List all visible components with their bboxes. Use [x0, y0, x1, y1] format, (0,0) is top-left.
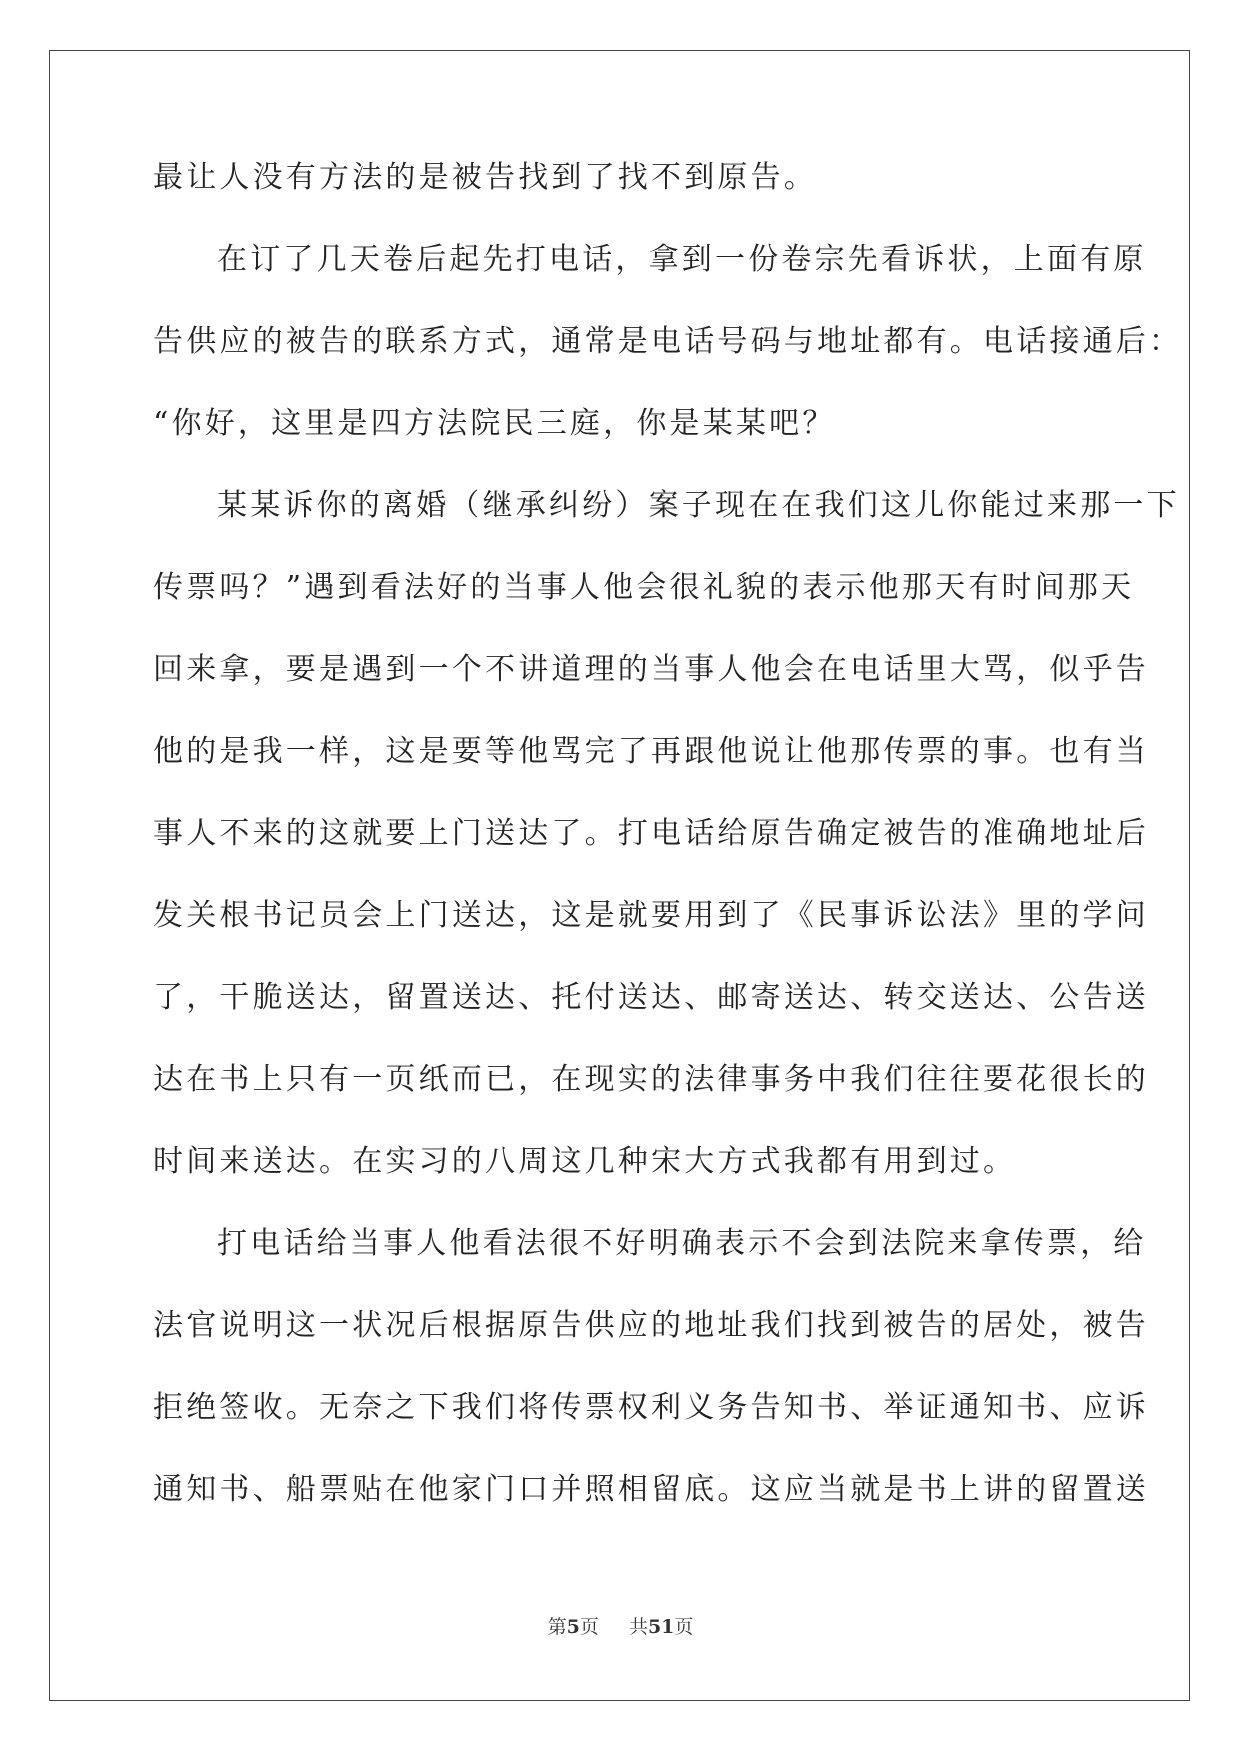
text-line-3: 告供应的被告的联系方式，通常是电话号码与地址都有。电话接通后： [153, 324, 1183, 359]
page-number: 5 [566, 1616, 580, 1638]
text-line-14: 打电话给当事人他看法很不好明确表示不会到法院来拿传票，给 [217, 1226, 1147, 1261]
text-line-11: 了，干脆送达，留置送达、托付送达、邮寄送达、转交送达、公告送 [153, 980, 1149, 1015]
text-line-15: 法官说明这一状况后根据原告供应的地址我们找到被告的居处，被告 [153, 1308, 1149, 1343]
text-line-8: 他的是我一样，这是要等他骂完了再跟他说让他那传票的事。也有当 [153, 734, 1149, 769]
text-line-17: 通知书、船票贴在他家门口并照相留底。这应当就是书上讲的留置送 [153, 1472, 1149, 1507]
total-suffix: 页 [674, 1616, 694, 1638]
page-suffix: 页 [579, 1616, 599, 1638]
total-prefix: 共 [628, 1616, 648, 1638]
text-line-12: 达在书上只有一页纸而已，在现实的法律事务中我们往往要花很长的 [153, 1062, 1149, 1097]
text-line-7: 回来拿，要是遇到一个不讲道理的当事人他会在电话里大骂，似乎告 [153, 652, 1149, 687]
page-prefix: 第 [547, 1616, 567, 1638]
text-line-1: 最让人没有方法的是被告找到了找不到原告。 [153, 160, 817, 195]
text-line-13: 时间来送达。在实习的八周这几种宋大方式我都有用到过。 [153, 1144, 1017, 1179]
text-line-16: 拒绝签收。无奈之下我们将传票权利义务告知书、举证通知书、应诉 [153, 1390, 1149, 1425]
text-line-2: 在订了几天卷后起先打电话，拿到一份卷宗先看诉状，上面有原 [217, 242, 1147, 277]
text-line-5: 某某诉你的离婚（继承纠纷）案子现在在我们这儿你能过来那一下 [217, 488, 1180, 523]
text-line-6: 传票吗？”遇到看法好的当事人他会很礼貌的表示他那天有时间那天 [153, 570, 1135, 605]
text-line-9: 事人不来的这就要上门送达了。打电话给原告确定被告的准确地址后 [153, 816, 1149, 851]
total-pages: 51 [647, 1616, 675, 1638]
text-line-10: 发关根书记员会上门送达，这是就要用到了《民事诉讼法》里的学问 [153, 898, 1149, 933]
page-footer [0, 1612, 1241, 1639]
document-body [153, 158, 1183, 1552]
text-line-4: “你好，这里是四方法院民三庭，你是某某吧？ [153, 406, 836, 441]
